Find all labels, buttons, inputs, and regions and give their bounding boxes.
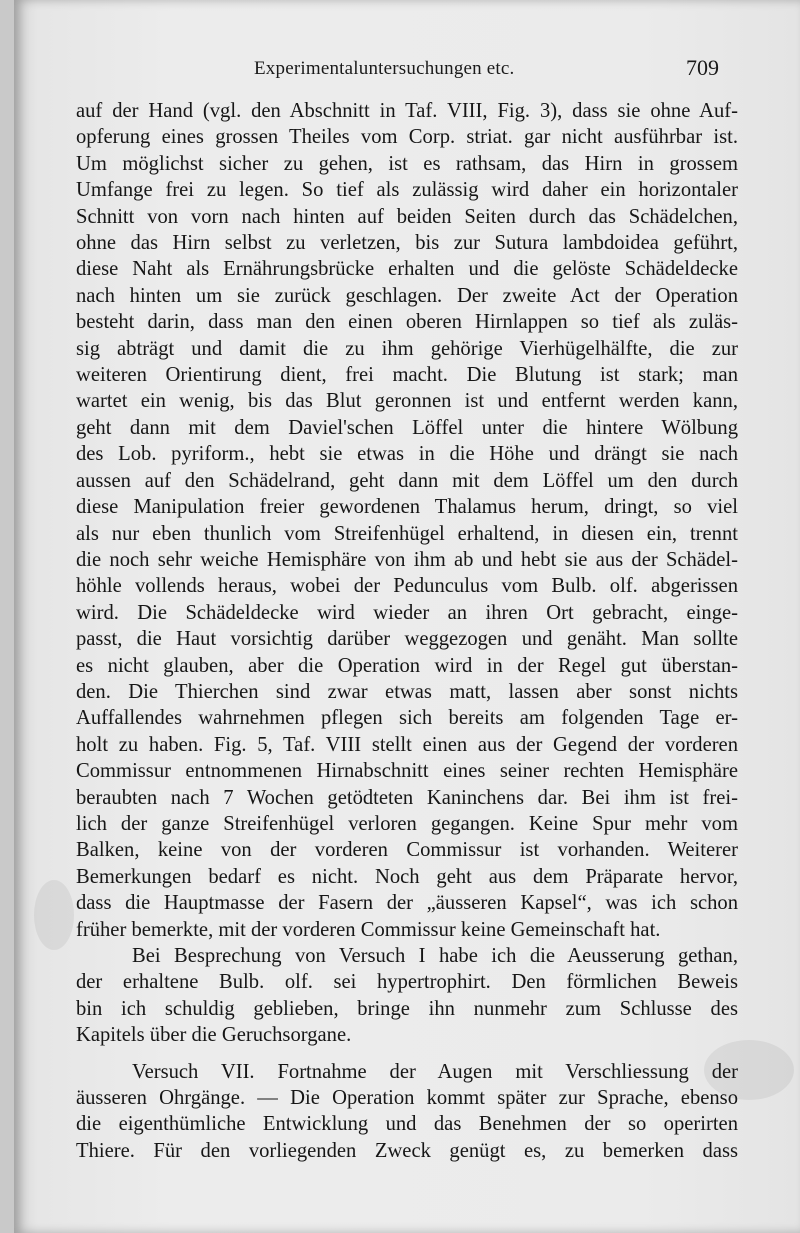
- text-line: Thiere. Für den vorliegenden Zweck genügt es, zu bemerken dass: [76, 1139, 738, 1162]
- text-line: wartet ein wenig, bis das Blut geronnen ist und entfernt werden kann,: [76, 390, 738, 413]
- paper-stain: [34, 880, 74, 950]
- text-line: die eigenthümliche Entwicklung und das Benehmen der so operirten: [76, 1113, 738, 1136]
- text-line: geht dann mit dem Daviel'schen Löffel unter die hintere Wölbung: [76, 416, 738, 439]
- text-line: holt zu haben. Fig. 5, Taf. VIII stellt einen aus der Gegend der vorderen: [76, 733, 738, 756]
- body-text: [76, 98, 738, 1164]
- text-line: Auffallendes wahrnehmen pflegen sich bereits am folgenden Tage er-: [76, 707, 738, 730]
- text-line: der erhaltene Bulb. olf. sei hypertrophirt. Den förmlichen Beweis: [76, 971, 738, 994]
- text-line: beraubten nach 7 Wochen getödteten Kaninchens dar. Bei ihm ist frei-: [76, 786, 738, 809]
- text-line: es nicht glauben, aber die Operation wird in der Regel gut überstan-: [76, 654, 738, 677]
- paragraph-1: [76, 98, 738, 943]
- book-page: [14, 0, 800, 1233]
- text-line: Balken, keine von der vorderen Commissur ist vorhanden. Weiterer: [76, 839, 738, 862]
- text-line: aussen auf den Schädelrand, geht dann mit dem Löffel um den durch: [76, 469, 738, 492]
- text-line: den. Die Thierchen sind zwar etwas matt, lassen aber sonst nichts: [76, 680, 738, 703]
- text-line: Umfange frei zu legen. So tief als zulässig wird daher ein horizontaler: [76, 179, 738, 202]
- paragraph-2: [76, 943, 738, 1049]
- text-line: weiteren Orientirung dient, frei macht. Die Blutung ist stark; man: [76, 364, 738, 387]
- text-line: besteht darin, dass man den einen oberen Hirnlappen so tief als zuläs-: [76, 311, 738, 334]
- text-line: des Lob. pyriform., hebt sie etwas in die Höhe und drängt sie nach: [76, 443, 738, 466]
- running-title: Experimentaluntersuchungen etc.: [254, 58, 515, 79]
- text-line: Um möglichst sicher zu gehen, ist es rathsam, das Hirn in grossem: [76, 152, 738, 175]
- text-line: die noch sehr weiche Hemisphäre von ihm ab und hebt sie aus der Schädel-: [76, 548, 738, 571]
- text-line: sig abträgt und damit die zu ihm gehörige Vierhügelhälfte, die zur: [76, 337, 738, 360]
- text-line: lich der ganze Streifenhügel verloren gegangen. Keine Spur mehr vom: [76, 812, 738, 835]
- text-line: Commissur entnommenen Hirnabschnitt eines seiner rechten Hemisphäre: [76, 760, 738, 783]
- text-line: wird. Die Schädeldecke wird wieder an ihren Ort gebracht, einge-: [76, 601, 738, 624]
- text-line: Bemerkungen bedarf es nicht. Noch geht aus dem Präparate hervor,: [76, 865, 738, 888]
- text-line: passt, die Haut vorsichtig darüber weggezogen und genäht. Man sollte: [76, 628, 738, 651]
- text-line: nach hinten um sie zurück geschlagen. Der zweite Act der Operation: [76, 284, 738, 307]
- text-line: bin ich schuldig geblieben, bringe ihn nunmehr zum Schlusse des: [76, 997, 738, 1020]
- text-line: opferung eines grossen Theiles vom Corp. striat. gar nicht ausführbar ist.: [76, 126, 738, 149]
- text-line: früher bemerkte, mit der vorderen Commissur keine Gemeinschaft hat.: [76, 918, 661, 941]
- text-line: Kapitels über die Geruchsorgane.: [76, 1024, 352, 1047]
- text-line: höhle vollends heraus, wobei der Pedunculus vom Bulb. olf. abgerissen: [76, 575, 738, 598]
- text-line: auf der Hand (vgl. den Abschnitt in Taf. VIII, Fig. 3), dass sie ohne Auf-: [76, 100, 738, 122]
- text-line: äusseren Ohrgänge. — Die Operation kommt später zur Sprache, ebenso: [76, 1087, 738, 1110]
- text-line: Bei Besprechung von Versuch I habe ich die Aeusserung gethan,: [132, 945, 738, 967]
- text-line: diese Manipulation freier gewordenen Thalamus herum, dringt, so viel: [76, 496, 738, 519]
- text-line: ohne das Hirn selbst zu verletzen, bis zur Sutura lambdoidea geführt,: [76, 232, 738, 255]
- text-line: Versuch VII. Fortnahme der Augen mit Verschliessung der: [132, 1060, 738, 1083]
- text-line: dass die Hauptmasse der Fasern der „äusseren Kapsel“, was ich schon: [76, 892, 738, 915]
- paragraph-3: [76, 1059, 738, 1165]
- text-line: diese Naht als Ernährungsbrücke erhalten und die gelöste Schädeldecke: [76, 258, 738, 281]
- page-number: 709: [686, 55, 719, 80]
- text-line: Schnitt von vorn nach hinten auf beiden Seiten durch das Schädelchen,: [76, 205, 738, 228]
- text-line: als nur eben thunlich vom Streifenhügel erhaltend, in diesen ein, trennt: [76, 522, 738, 545]
